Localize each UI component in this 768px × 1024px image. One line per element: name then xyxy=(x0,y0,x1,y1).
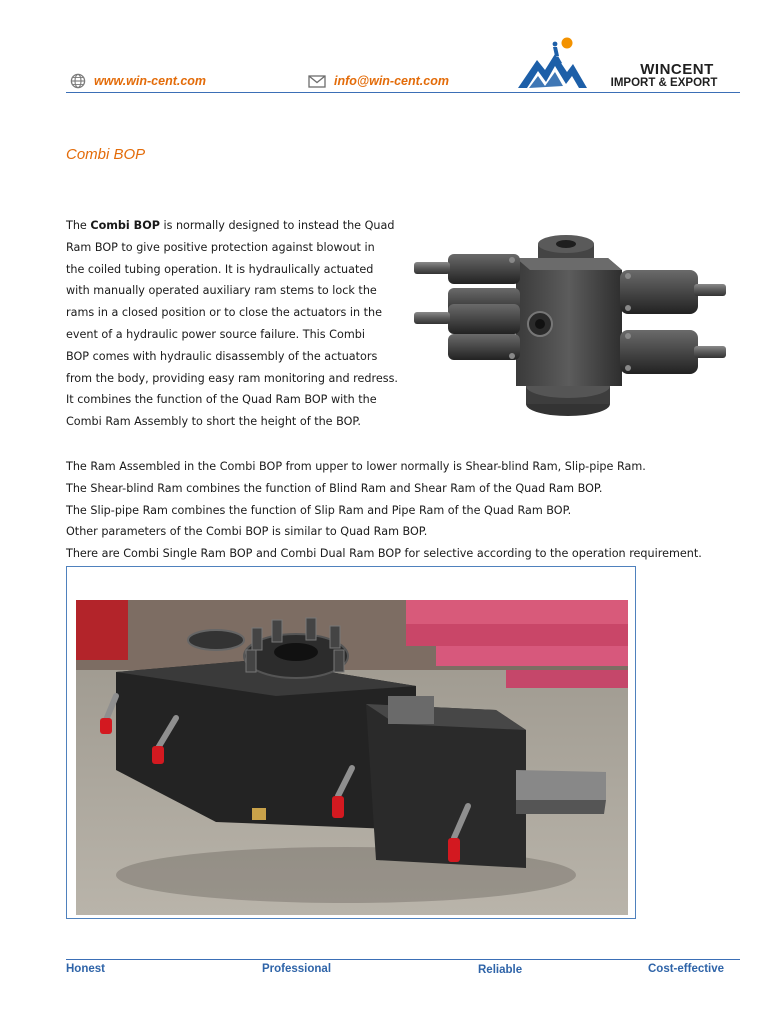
detail-line: The Slip-pipe Ram combines the function of Slip Ram and Pipe Ram of the Quad Ram BOP. xyxy=(66,503,572,517)
photo-frame xyxy=(66,566,636,919)
intro-line: event of a hydraulic power source failure. This Combi xyxy=(66,327,365,341)
detail-line: There are Combi Single Ram BOP and Combi Dual Ram BOP for selective according to the operation requirement. xyxy=(66,547,702,561)
globe-icon xyxy=(70,73,86,89)
intro-line: The Combi BOP is normally designed to instead the Quad xyxy=(66,219,395,232)
combi-bop-photo xyxy=(76,600,628,915)
details-list xyxy=(66,456,746,565)
header-divider xyxy=(66,92,740,93)
intro-line: It combines the function of the Quad Ram BOP with the xyxy=(66,393,377,407)
envelope-icon xyxy=(308,75,326,88)
intro-line: BOP comes with hydraulic disassembly of the actuators xyxy=(66,349,378,363)
website-contact[interactable] xyxy=(70,72,206,90)
combi-bop-render-image xyxy=(408,226,736,432)
footer-tagline-cost-effective: Cost-effective xyxy=(648,963,725,975)
footer-tagline-honest: Honest xyxy=(66,963,105,975)
footer-tagline-reliable: Reliable xyxy=(478,964,523,976)
detail-line: The Shear-blind Ram combines the function of Blind Ram and Shear Ram of the Quad Ram BOP. xyxy=(66,481,603,495)
email-link[interactable]: info@win-cent.com xyxy=(334,74,449,88)
intro-paragraph xyxy=(66,215,402,433)
intro-line: with manually operated auxiliary ram stems to lock the xyxy=(66,284,377,298)
website-link[interactable]: www.win-cent.com xyxy=(94,74,207,88)
email-contact[interactable] xyxy=(308,72,449,90)
detail-line: The Ram Assembled in the Combi BOP from upper to lower normally is Shear-blind Ram, Slip-pipe Ram. xyxy=(66,460,646,473)
intro-line: Combi Ram Assembly to short the height of the BOP. xyxy=(66,415,361,429)
product-name-bold: Combi BOP xyxy=(90,219,160,232)
page-title: Combi BOP xyxy=(66,146,146,163)
company-name-line2: IMPORT & EXPORT xyxy=(610,77,718,89)
intro-line: from the body, providing easy ram monitoring and redress. xyxy=(66,371,398,385)
intro-line: rams in a closed position or to close the actuators in the xyxy=(66,306,382,320)
detail-line: Other parameters of the Combi BOP is similar to Quad Ram BOP. xyxy=(66,525,428,539)
intro-line: the coiled tubing operation. It is hydraulically actuated xyxy=(66,262,374,276)
intro-line: Ram BOP to give positive protection against blowout in xyxy=(66,240,375,254)
company-name-line1: WINCENT xyxy=(640,61,714,78)
footer-tagline-professional: Professional xyxy=(262,963,332,975)
company-name xyxy=(600,62,740,90)
logo-sun-icon xyxy=(562,38,573,49)
footer-divider xyxy=(66,959,740,960)
